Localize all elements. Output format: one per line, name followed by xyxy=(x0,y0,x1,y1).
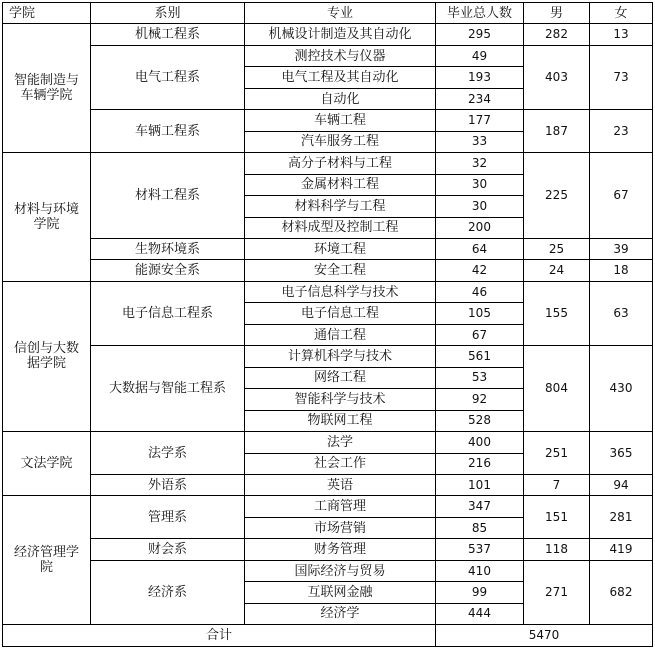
graduate-total: 92 xyxy=(436,389,524,410)
graduate-total: 177 xyxy=(436,110,524,131)
table-row xyxy=(3,260,653,281)
header-male: 男 xyxy=(524,3,590,24)
male-count: 804 xyxy=(524,346,590,432)
graduate-total: 33 xyxy=(436,131,524,152)
header-major: 专业 xyxy=(245,3,436,24)
dept-name: 法学系 xyxy=(91,432,245,475)
male-count: 118 xyxy=(524,539,590,560)
dept-name: 经济系 xyxy=(91,560,245,624)
male-count: 25 xyxy=(524,238,590,259)
female-count: 419 xyxy=(590,539,653,560)
table-row xyxy=(3,432,653,453)
college-name: 信创与大数据学院 xyxy=(3,281,91,431)
male-count: 403 xyxy=(524,45,590,109)
female-count: 365 xyxy=(590,432,653,475)
major-name: 通信工程 xyxy=(245,324,436,345)
table-row xyxy=(3,281,653,302)
major-name: 经济学 xyxy=(245,603,436,624)
female-count: 430 xyxy=(590,346,653,432)
major-name: 测控技术与仪器 xyxy=(245,45,436,66)
female-count: 73 xyxy=(590,45,653,109)
major-name: 高分子材料与工程 xyxy=(245,153,436,174)
graduate-total: 410 xyxy=(436,560,524,581)
footer-row xyxy=(3,625,653,647)
graduate-total: 30 xyxy=(436,196,524,217)
female-count: 18 xyxy=(590,260,653,281)
major-name: 电子信息工程 xyxy=(245,303,436,324)
major-name: 英语 xyxy=(245,474,436,495)
major-name: 互联网金融 xyxy=(245,582,436,603)
graduate-total: 42 xyxy=(436,260,524,281)
college-name: 经济管理学院 xyxy=(3,496,91,625)
graduate-total: 561 xyxy=(436,346,524,367)
male-count: 271 xyxy=(524,560,590,624)
dept-name: 能源安全系 xyxy=(91,260,245,281)
header-female: 女 xyxy=(590,3,653,24)
header-row xyxy=(3,3,653,24)
table-row xyxy=(3,110,653,131)
male-count: 7 xyxy=(524,474,590,495)
dept-name: 管理系 xyxy=(91,496,245,539)
dept-name: 财会系 xyxy=(91,539,245,560)
table-row xyxy=(3,539,653,560)
dept-name: 电气工程系 xyxy=(91,45,245,109)
footer-total: 5470 xyxy=(436,625,653,647)
graduate-total: 537 xyxy=(436,539,524,560)
major-name: 物联网工程 xyxy=(245,410,436,431)
major-name: 网络工程 xyxy=(245,367,436,388)
male-count: 225 xyxy=(524,153,590,239)
major-name: 金属材料工程 xyxy=(245,174,436,195)
female-count: 682 xyxy=(590,560,653,624)
graduate-total: 234 xyxy=(436,88,524,109)
footer-label: 合计 xyxy=(3,625,436,647)
dept-name: 生物环境系 xyxy=(91,238,245,259)
graduate-total: 53 xyxy=(436,367,524,388)
male-count: 24 xyxy=(524,260,590,281)
table-row xyxy=(3,496,653,517)
major-name: 国际经济与贸易 xyxy=(245,560,436,581)
female-count: 23 xyxy=(590,110,653,153)
female-count: 13 xyxy=(590,24,653,45)
major-name: 汽车服务工程 xyxy=(245,131,436,152)
graduate-total: 105 xyxy=(436,303,524,324)
female-count: 67 xyxy=(590,153,653,239)
graduate-total: 67 xyxy=(436,324,524,345)
table-row xyxy=(3,45,653,66)
female-count: 39 xyxy=(590,238,653,259)
major-name: 安全工程 xyxy=(245,260,436,281)
major-name: 机械设计制造及其自动化 xyxy=(245,24,436,45)
dept-name: 电子信息工程系 xyxy=(91,281,245,345)
major-name: 智能科学与技术 xyxy=(245,389,436,410)
graduate-total: 101 xyxy=(436,474,524,495)
header-college: 学院 xyxy=(3,3,91,24)
male-count: 282 xyxy=(524,24,590,45)
dept-name: 机械工程系 xyxy=(91,24,245,45)
graduate-total: 46 xyxy=(436,281,524,302)
graduate-total: 295 xyxy=(436,24,524,45)
major-name: 法学 xyxy=(245,432,436,453)
male-count: 251 xyxy=(524,432,590,475)
header-dept: 系别 xyxy=(91,3,245,24)
major-name: 材料成型及控制工程 xyxy=(245,217,436,238)
major-name: 工商管理 xyxy=(245,496,436,517)
dept-name: 大数据与智能工程系 xyxy=(91,346,245,432)
graduate-statistics-table xyxy=(2,2,653,647)
college-name: 文法学院 xyxy=(3,432,91,496)
major-name: 车辆工程 xyxy=(245,110,436,131)
header-total: 毕业总人数 xyxy=(436,3,524,24)
dept-name: 外语系 xyxy=(91,474,245,495)
graduate-total: 216 xyxy=(436,453,524,474)
table-row xyxy=(3,560,653,581)
graduate-total: 49 xyxy=(436,45,524,66)
major-name: 财务管理 xyxy=(245,539,436,560)
graduate-total: 64 xyxy=(436,238,524,259)
graduate-total: 528 xyxy=(436,410,524,431)
male-count: 151 xyxy=(524,496,590,539)
graduate-total: 400 xyxy=(436,432,524,453)
female-count: 281 xyxy=(590,496,653,539)
major-name: 电气工程及其自动化 xyxy=(245,67,436,88)
table-row xyxy=(3,153,653,174)
major-name: 环境工程 xyxy=(245,238,436,259)
major-name: 电子信息科学与技术 xyxy=(245,281,436,302)
college-name: 材料与环境学院 xyxy=(3,153,91,282)
major-name: 自动化 xyxy=(245,88,436,109)
female-count: 63 xyxy=(590,281,653,345)
male-count: 187 xyxy=(524,110,590,153)
graduate-total: 85 xyxy=(436,517,524,538)
major-name: 社会工作 xyxy=(245,453,436,474)
table-row xyxy=(3,346,653,367)
graduate-total: 193 xyxy=(436,67,524,88)
graduate-total: 444 xyxy=(436,603,524,624)
male-count: 155 xyxy=(524,281,590,345)
table-row xyxy=(3,474,653,495)
major-name: 计算机科学与技术 xyxy=(245,346,436,367)
major-name: 材料科学与工程 xyxy=(245,196,436,217)
table-row xyxy=(3,238,653,259)
dept-name: 材料工程系 xyxy=(91,153,245,239)
graduate-total: 99 xyxy=(436,582,524,603)
graduate-total: 30 xyxy=(436,174,524,195)
female-count: 94 xyxy=(590,474,653,495)
major-name: 市场营销 xyxy=(245,517,436,538)
graduate-total: 32 xyxy=(436,153,524,174)
graduate-total: 200 xyxy=(436,217,524,238)
table-body xyxy=(3,3,653,647)
college-name: 智能制造与车辆学院 xyxy=(3,24,91,153)
table-row xyxy=(3,24,653,45)
graduate-total: 347 xyxy=(436,496,524,517)
dept-name: 车辆工程系 xyxy=(91,110,245,153)
